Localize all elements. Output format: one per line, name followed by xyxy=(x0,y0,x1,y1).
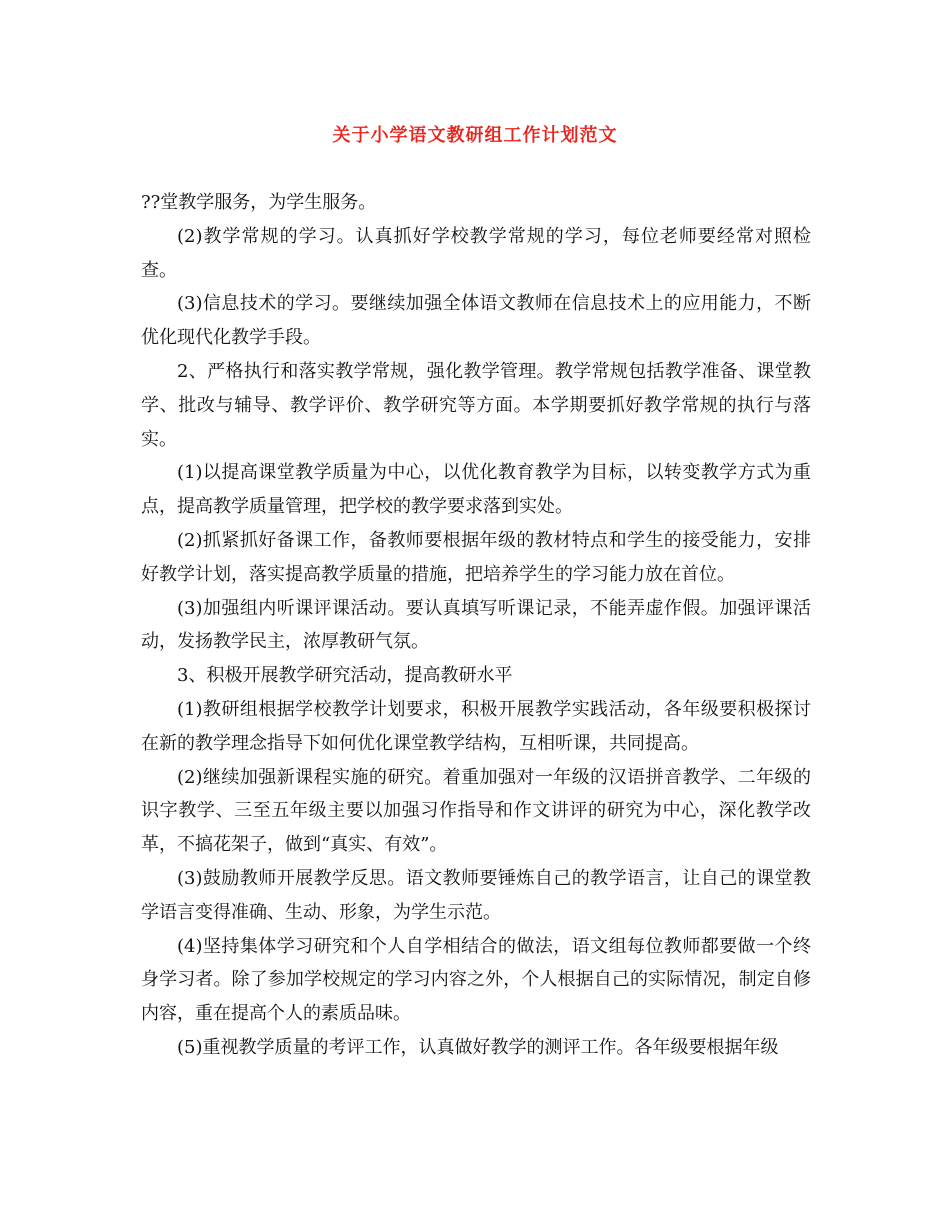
document-body xyxy=(141,186,811,1065)
paragraph: (3)鼓励教师开展教学反思。语文教师要锤炼自己的教学语言，让自己的课堂教学语言变得准确、生动、形象，为学生示范。 xyxy=(141,867,811,923)
paragraph: (2)抓紧抓好备课工作，备教师要根据年级的教材特点和学生的接受能力，安排好教学计划，落实提高教学质量的措施，把培养学生的学习能力放在首位。 xyxy=(141,529,811,585)
paragraph: ??堂教学服务，为学生服务。 xyxy=(141,192,377,213)
paragraph: (2)教学常规的学习。认真抓好学校教学常规的学习，每位老师要经常对照检查。 xyxy=(141,225,811,281)
paragraph: (1)教研组根据学校教学计划要求，积极开展教学实践活动，各年级要积极探讨在新的教学理念指导下如何优化课堂教学结构，互相听课，共同提高。 xyxy=(141,698,811,754)
paragraph: 2、严格执行和落实教学常规，强化教学管理。教学常规包括教学准备、课堂教学、批改与辅导、教学评价、教学研究等方面。本学期要抓好教学常规的执行与落实。 xyxy=(141,360,811,450)
paragraph: (1)以提高课堂教学质量为中心，以优化教育教学为目标，以转变教学方式为重点，提高教学质量管理，把学校的教学要求落到实处。 xyxy=(141,462,811,518)
paragraph: 3、积极开展教学研究活动，提高教研水平 xyxy=(177,665,513,687)
document-title: 关于小学语文教研组工作计划范文 xyxy=(332,125,618,146)
paragraph: (2)继续加强新课程实施的研究。着重加强对一年级的汉语拼音教学、二年级的识字教学、三至五年级主要以加强习作指导和作文讲评的研究为中心，深化教学改革，不搞花架子，做到“真实、有效”。 xyxy=(141,766,811,856)
paragraph: (3)加强组内听课评课活动。要认真填写听课记录，不能弄虚作假。加强评课活动，发扬教学民主，浓厚教研气氛。 xyxy=(141,597,811,653)
paragraph: (5)重视教学质量的考评工作，认真做好教学的测评工作。各年级要根据年级 xyxy=(177,1036,779,1058)
paragraph: (4)坚持集体学习研究和个人自学相结合的做法，语文组每位教师都要做一个终身学习者。除了参加学校规定的学习内容之外，个人根据自己的实际情况，制定自修内容，重在提高个人的素质品味。 xyxy=(141,935,811,1025)
paragraph: (3)信息技术的学习。要继续加强全体语文教师在信息技术上的应用能力，不断优化现代化教学手段。 xyxy=(141,293,811,349)
